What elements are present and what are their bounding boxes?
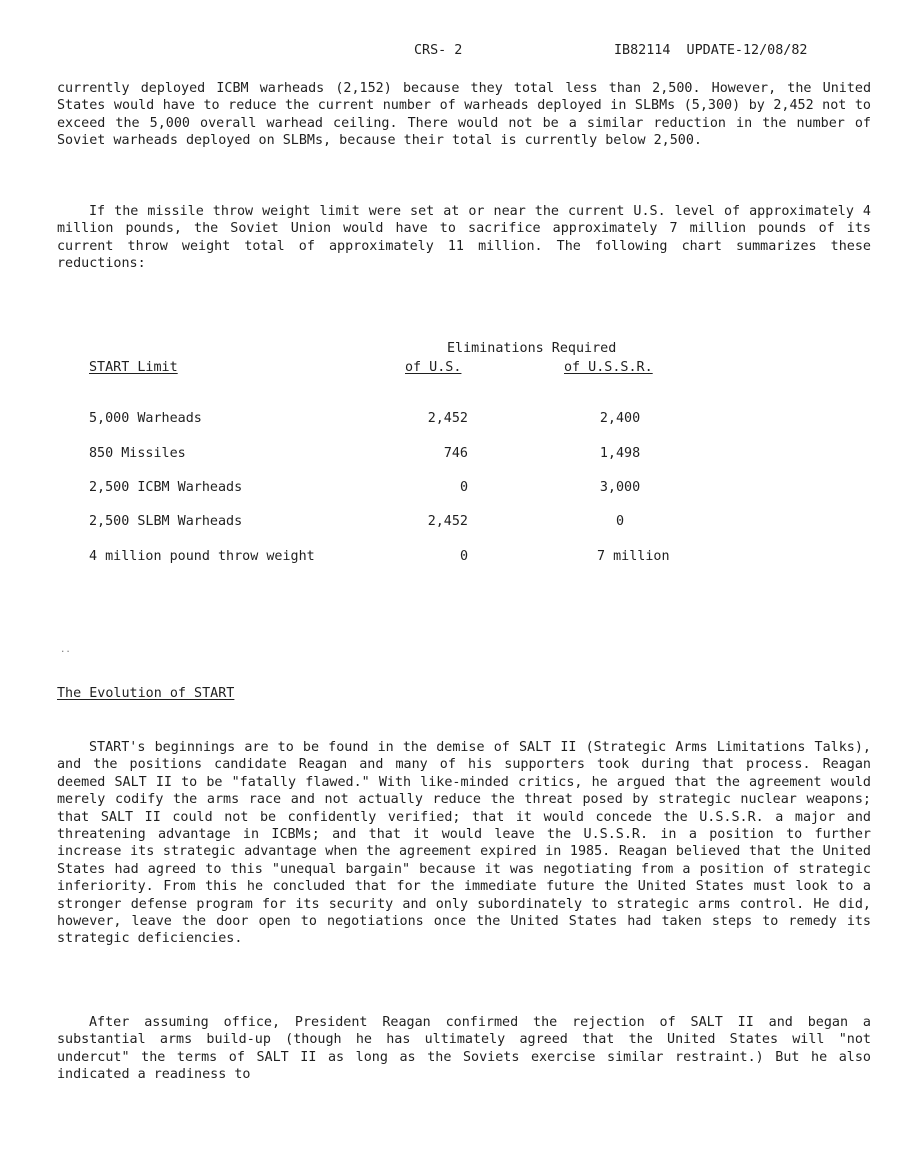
section-heading: The Evolution of START [57,686,235,701]
row-limit: 4 million pound throw weight [89,549,315,564]
paragraph-3: START's beginnings are to be found in the demise of SALT II (Strategic Arms Limitations Talks), and the positions candidate Reagan and many of his supporters took during that process. Reagan deemed SALT II to be "fatally flawed." With like-minded critics, he argued that the agreement would merely codify the arms race and not actually reduce the threat posed by strategic nuclear weapons; that SALT II could not be confidently verified; that it would concede the U.S.S.R. a major and threatening advantage in ICBMs; and that it would leave the U.S.S.R. in a position to further increase its strategic advantage when the agreement expired in 1985. Reagan believed that the United States had agreed to this "unequal bargain" because it was negotiating from a position of strategic inferiority. From this he concluded that for the immediate future the United States must look to a stronger defense program for its security and only subordinately to strategic arms control. He did, however, leave the door open to negotiations once the United States had taken steps to remedy its strategic deficiencies. [57,740,871,947]
row-limit: 5,000 Warheads [89,411,202,426]
table-header-us: of U.S. [405,360,462,375]
paragraph-2: If the missile throw weight limit were set at or near the current U.S. level of approximately 4 million pounds, the Soviet Union would have to sacrifice approximately 7 million pounds of its current throw weight total of approximately 11 million. The following chart summarizes these reductions: [57,204,871,272]
row-us-value: 0 [459,549,468,564]
page-number: CRS- 2 [414,43,463,58]
paragraph-4: After assuming office, President Reagan confirmed the rejection of SALT II and began a substantial arms build-up (though he has ultimately agreed that the United States will "not undercut" the terms of SALT II as long as the Soviets exercise similar restraint.) But he also indicated a readiness to [57,1015,871,1083]
table-header-ussr: of U.S.S.R. [564,360,653,375]
row-limit: 850 Missiles [89,446,186,461]
table-group-header: Eliminations Required [447,341,617,356]
row-us-value: 2,452 [427,514,468,529]
row-limit: 2,500 SLBM Warheads [89,514,243,529]
row-ussr-value: 3,000 [599,480,641,495]
row-us-value: 0 [459,480,468,495]
row-ussr-value: 2,400 [599,411,641,426]
row-ussr-value: 7 million [597,549,670,564]
row-limit: 2,500 ICBM Warheads [89,480,243,495]
table-header-start-limit: START Limit [89,360,178,375]
row-us-value: 2,452 [427,411,468,426]
document-id: IB82114 UPDATE-12/08/82 [614,43,808,58]
row-ussr-value: 0 [615,514,625,529]
row-us-value: 746 [443,446,468,461]
row-ussr-value: 1,498 [599,446,641,461]
stray-mark: .. [60,645,71,655]
paragraph-1: currently deployed ICBM warheads (2,152) because they total less than 2,500. However, the United States would have to reduce the current number of warheads deployed in SLBMs (5,300) by 2,452 not to exceed the 5,000 overall warhead ceiling. There would not be a similar reduction in the number of Soviet warheads deployed on SLBMs, because their total is currently below 2,500. [57,81,871,149]
